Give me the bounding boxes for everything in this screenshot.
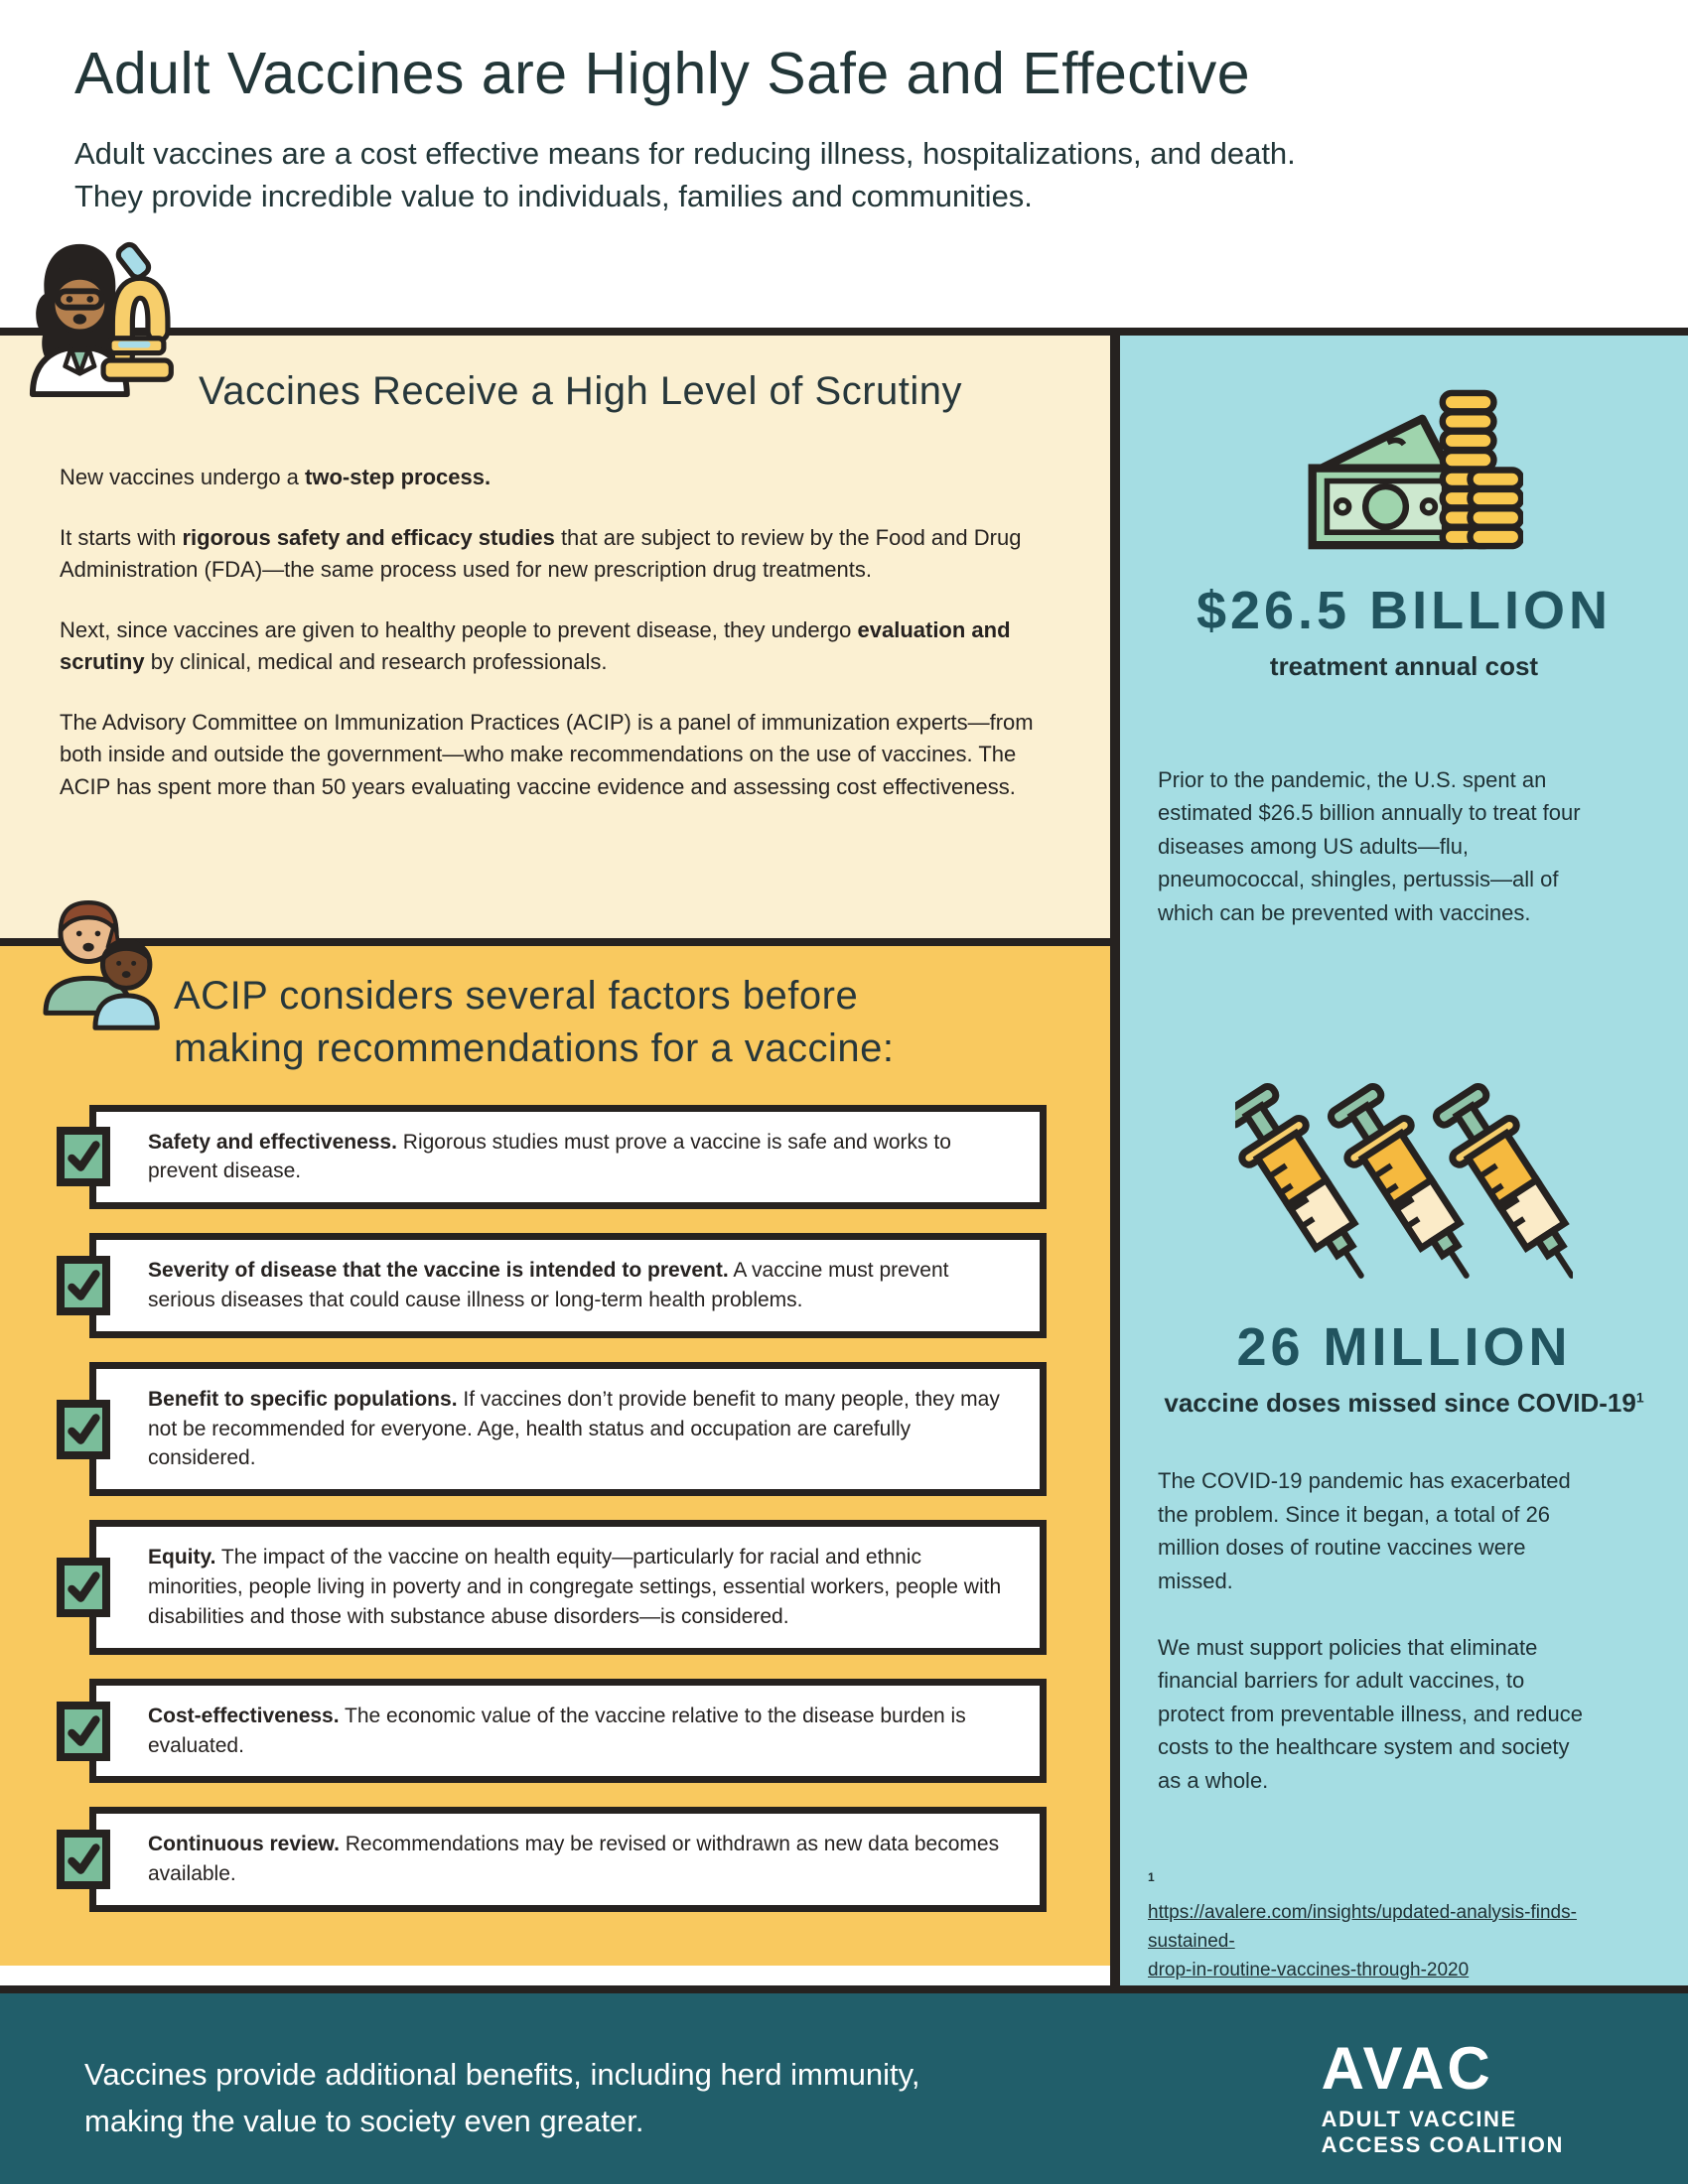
adult-and-child-icon xyxy=(36,862,163,1056)
stat-billion-body: Prior to the pandemic, the U.S. spent an estimated $26.5 billion annually to treat four diseases among US adults—flu, pneumococcal, shingles, pertussis—all of which can be prevented with vaccines. xyxy=(1158,767,1581,925)
scrutiny-heading: Vaccines Receive a High Level of Scrutiny xyxy=(199,369,963,413)
acip-heading xyxy=(174,970,1070,1075)
footnote-marker: 1 xyxy=(1148,1869,1155,1884)
checklist-item-lead: Cost-effectiveness. xyxy=(148,1704,340,1727)
checklist-item-lead: Severity of disease that the vaccine is intended to prevent. xyxy=(148,1259,729,1283)
header xyxy=(0,0,1688,328)
scrutiny-section xyxy=(0,328,1110,938)
checklist-item-lead: Equity. xyxy=(148,1546,216,1570)
checklist-item-safety xyxy=(89,1105,1047,1210)
checkbox-check-icon xyxy=(57,1702,110,1761)
checklist-item-lead: Continuous review. xyxy=(148,1833,340,1856)
scrutiny-paragraph: Next, since vaccines are given to healthy people to prevent disease, they undergo evaluation and scrutiny by clinical, medical and research professionals. xyxy=(60,616,1011,675)
stat-million-body2: We must support policies that eliminate financial barriers for adult vaccines, to protect from preventable illness, and reduce costs to the healthcare system and society as a whole. xyxy=(1158,1634,1584,1793)
cash-and-coins-icon xyxy=(1285,381,1523,570)
checklist-item-text: Recommendations may be revised or withdrawn as new data becomes available. xyxy=(148,1833,1000,1886)
checkbox-check-icon xyxy=(57,1400,110,1459)
checklist-item-text: The economic value of the vaccine relative to the disease burden is evaluated. xyxy=(148,1704,966,1757)
footer-message xyxy=(84,2052,919,2144)
stats-sidebar xyxy=(1110,328,1688,1985)
checklist-item-cost xyxy=(89,1679,1047,1784)
checklist-item-severity xyxy=(89,1233,1047,1338)
checkbox-check-icon xyxy=(57,1558,110,1617)
acip-heading-line1: ACIP considers several factors before xyxy=(174,974,859,1018)
scrutiny-body xyxy=(0,414,1110,803)
checklist-item-lead: Benefit to specific populations. xyxy=(148,1387,458,1411)
stat-million-body1: The COVID-19 pandemic has exacerbated the problem. Since it began, a total of 26 million doses of routine vaccines were missed. xyxy=(1158,1468,1571,1593)
avac-logo-name: ADULT VACCINE ACCESS COALITION xyxy=(1321,2106,1564,2157)
checkbox-check-icon xyxy=(57,1256,110,1315)
acip-section xyxy=(0,938,1110,1966)
avac-logo xyxy=(1321,2034,1564,2158)
checklist-item-benefit xyxy=(89,1362,1047,1496)
checkbox-check-icon xyxy=(57,1830,110,1889)
checklist-item-text: Rigorous studies must prove a vaccine is safe and works to prevent disease. xyxy=(148,1130,951,1183)
stat-million-label: vaccine doses missed since COVID-$19^1$ xyxy=(1164,1388,1644,1419)
scrutiny-paragraph: The Advisory Committee on Immunization Practices (ACIP) is a panel of immunization experts—from both inside and outside the government—who make recommendations on the use of vaccines. The ACIP has spent more than 50 years evaluating vaccine evidence and assessing cost effectiveness. xyxy=(60,709,1034,799)
checkbox-check-icon xyxy=(57,1127,110,1186)
footer-message-line2: making the value to society even greater. xyxy=(84,2103,644,2138)
page-subtitle-line1: Adult vaccines are a cost effective means for reducing illness, hospitalizations, and death. xyxy=(74,136,1296,171)
stat-billion-label: treatment annual cost xyxy=(1269,651,1539,681)
checklist-item-text: The impact of the vaccine on health equity—particularly for racial and ethnic minorities, people living in poverty and in congregate settings, essential workers, people with disabilities and those with substance abuse disorders—is considered. xyxy=(148,1546,1002,1628)
main-content xyxy=(0,328,1688,1985)
footnote xyxy=(1148,1868,1648,1985)
scrutiny-paragraph: It starts with rigorous safety and efficacy studies that are subject to review by the Food and Drug Administration (FDA)—the same process used for new prescription drug treatments. xyxy=(60,524,1022,583)
left-column xyxy=(0,328,1110,1985)
acip-checklist xyxy=(89,1105,1047,1912)
scrutiny-paragraph: New vaccines undergo a two-step process. xyxy=(60,465,492,489)
page-subtitle xyxy=(74,133,1618,218)
three-syringes-icon xyxy=(1235,1078,1573,1306)
scientist-with-microscope-icon xyxy=(24,213,175,419)
avac-logo-acronym: AVAC xyxy=(1321,2034,1493,2102)
checklist-item-lead: Safety and effectiveness. xyxy=(148,1130,397,1154)
footnote-link[interactable]: https://avalere.com/insights/updated-analysis-finds-sustained- drop-in-routine-vaccines-through-2020 xyxy=(1148,1901,1577,1981)
checklist-item-equity xyxy=(89,1520,1047,1654)
acip-heading-line2: making recommendations for a vaccine: xyxy=(174,1025,895,1070)
footer xyxy=(0,1985,1688,2184)
footer-message-line1: Vaccines provide additional benefits, including herd immunity, xyxy=(84,2057,920,2093)
stat-million-value: 26 MILLION xyxy=(1236,1317,1572,1378)
page-subtitle-line2: They provide incredible value to individuals, families and communities. xyxy=(74,178,1033,213)
checklist-item-text: A vaccine must prevent serious diseases that could cause illness or long-term health problems. xyxy=(148,1259,949,1312)
stat-billion-value: $26.5 BILLION xyxy=(1196,581,1613,640)
checklist-item-text: If vaccines don’t provide benefit to many people, they may not be recommended for everyone. Age, health status and occupation are carefully considered. xyxy=(148,1387,1000,1470)
checklist-item-review xyxy=(89,1807,1047,1912)
page-title: Adult Vaccines are Highly Safe and Effective xyxy=(74,41,1251,106)
footnote-marker-ref: 1 xyxy=(1635,1389,1644,1406)
